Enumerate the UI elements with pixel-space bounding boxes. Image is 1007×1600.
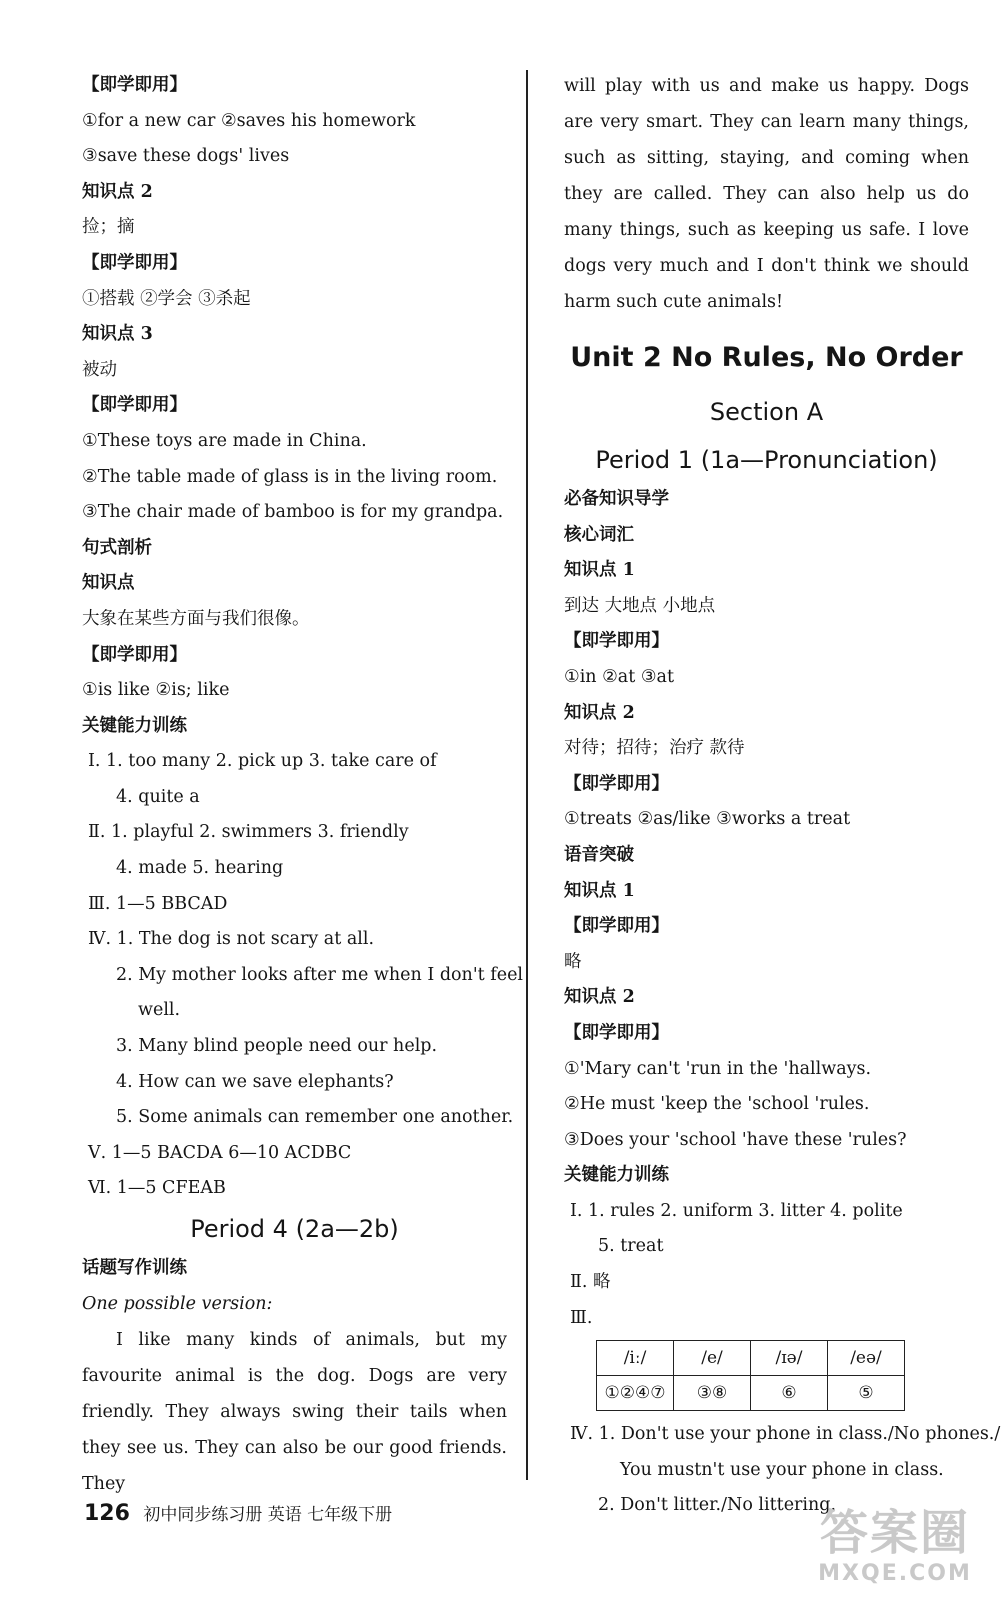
answer-line: You mustn't use your phone in class.	[620, 1459, 944, 1480]
unit-title: Unit 2 No Rules, No Order	[570, 342, 963, 373]
answer-line: ①for a new car ②saves his homework	[82, 110, 416, 131]
answer-line: 【即学即用】	[564, 1022, 669, 1043]
right-answer-lines	[564, 482, 969, 1336]
watermark-text-cn: 答案圈	[819, 1505, 970, 1561]
writing-heading: 话题写作训练	[82, 1258, 187, 1278]
answer-line: 【即学即用】	[82, 395, 187, 416]
essay-part-2: will play with us and make us happy. Dogs are very smart. They can learn many things, such as sitting, staying, and coming when they are called. They can also help us do many things, such as keeping us safe. I love dogs very much and I don't think we should harm such cute animals!	[564, 76, 969, 312]
page-number: 126	[84, 1501, 130, 1526]
answer-line: ③save these dogs' lives	[82, 146, 290, 167]
answer-line: Ⅵ. 1—5 CFEAB	[88, 1178, 226, 1199]
answer-line: 核心词汇	[564, 524, 634, 545]
answer-line: 知识点	[82, 573, 135, 594]
answer-line: 5. treat	[598, 1236, 664, 1257]
essay-part-1: I like many kinds of animals, but my favourite animal is the dog. Dogs are very friendly. They always swing their tails when they see us. They can also be our good friends. They	[82, 1330, 507, 1495]
watermark-logo	[805, 1505, 985, 1597]
left-answer-lines	[82, 68, 524, 1207]
column-divider	[526, 70, 528, 1480]
phonetic-symbol-cell: /eə/	[828, 1341, 905, 1376]
answer-line: ③The chair made of bamboo is for my grandpa.	[82, 502, 504, 523]
answer-line: 略	[564, 951, 582, 972]
answer-line: Ⅳ. 1. Don't use your phone in class./No phones./	[570, 1424, 1001, 1445]
phonetic-answer-cell: ①②④⑦	[597, 1376, 674, 1411]
answer-line: ③Does your 'school 'have these 'rules?	[564, 1129, 907, 1150]
answer-line: ①搭载 ②学会 ③杀起	[82, 288, 251, 309]
phonetic-symbol-cell: /iː/	[597, 1341, 674, 1376]
answer-line: ①is like ②is; like	[82, 680, 230, 701]
answer-line: 知识点 1	[564, 560, 635, 581]
answer-line: 关键能力训练	[82, 715, 187, 736]
answer-line: 【即学即用】	[564, 916, 669, 937]
phonetic-answer-cell: ⑤	[828, 1376, 905, 1411]
left-column	[82, 68, 524, 1502]
answer-line: 4. made 5. hearing	[116, 858, 284, 879]
answer-line: 4. How can we save elephants?	[116, 1071, 394, 1092]
answer-line: 【即学即用】	[82, 75, 187, 95]
phonetic-table-header-row	[597, 1341, 905, 1376]
answer-line: ②He must 'keep the 'school 'rules.	[564, 1094, 870, 1115]
answer-line: ①treats ②as/like ③works a treat	[564, 809, 851, 830]
answer-line: Ⅰ. 1. too many 2. pick up 3. take care of	[88, 751, 437, 772]
answer-line: 语音突破	[564, 844, 634, 865]
answer-line: 被动	[82, 359, 117, 380]
section-title: Section A	[709, 398, 824, 426]
answer-line: Ⅱ. 1. playful 2. swimmers 3. friendly	[88, 822, 409, 843]
page-footer	[84, 1500, 392, 1526]
answer-line: 2. Don't litter./No littering.	[598, 1495, 837, 1516]
answer-line: 对待；招待；治疗 款待	[564, 738, 745, 759]
right-column	[564, 68, 1001, 1524]
answer-line: 到达 大地点 小地点	[564, 595, 716, 616]
answer-line: Ⅴ. 1—5 BACDA 6—10 ACDBC	[88, 1142, 352, 1163]
answer-line: 【即学即用】	[564, 631, 669, 652]
phonetic-symbol-cell: /e/	[674, 1341, 751, 1376]
answer-line: ①'Mary can't 'run in the 'hallways.	[564, 1058, 872, 1079]
answer-line: 知识点 2	[564, 702, 635, 723]
phonetic-answer-cell: ⑥	[751, 1376, 828, 1411]
answer-line: 4. quite a	[116, 786, 200, 807]
answer-line: 句式剖析	[82, 537, 152, 558]
answer-line: 知识点 2	[564, 987, 635, 1008]
answer-line: 知识点 2	[82, 181, 153, 202]
answer-line: Ⅰ. 1. rules 2. uniform 3. litter 4. polite	[570, 1200, 903, 1221]
answer-line: well.	[138, 1000, 181, 1021]
phonetic-answer-cell: ③⑧	[674, 1376, 751, 1411]
answer-line: Ⅲ. 1—5 BBCAD	[88, 893, 228, 914]
answer-line: 5. Some animals can remember one another.	[116, 1107, 514, 1128]
answer-line: 【即学即用】	[82, 252, 187, 273]
answer-line: 【即学即用】	[82, 644, 187, 665]
possible-version-label: One possible version:	[82, 1293, 273, 1314]
phonetic-symbol-cell: /ɪə/	[751, 1341, 828, 1376]
answer-line: ①in ②at ③at	[564, 666, 674, 687]
answer-line: 3. Many blind people need our help.	[116, 1036, 438, 1057]
answer-line: 2. My mother looks after me when I don't feel	[116, 964, 524, 985]
book-title: 初中同步练习册 英语 七年级下册	[143, 1505, 393, 1525]
answer-line: 关键能力训练	[564, 1165, 669, 1186]
answer-line: Ⅱ. 略	[570, 1272, 611, 1293]
answer-line: 【即学即用】	[564, 773, 669, 794]
answer-line: Ⅳ. 1. The dog is not scary at all.	[88, 929, 375, 950]
phonetic-table	[596, 1340, 905, 1411]
phonetic-table-answer-row	[597, 1376, 905, 1411]
answer-line: ①These toys are made in China.	[82, 430, 367, 451]
answer-line: 必备知识导学	[564, 489, 669, 509]
period-4-heading: Period 4 (2a—2b)	[190, 1215, 399, 1243]
answer-line: ②The table made of glass is in the living room.	[82, 466, 498, 487]
answer-line: 知识点 1	[564, 880, 635, 901]
answer-line: 大象在某些方面与我们很像。	[82, 608, 310, 629]
watermark-text-en: MXQE.COM	[818, 1561, 972, 1586]
answer-line: Ⅲ.	[570, 1307, 593, 1328]
answer-line: 知识点 3	[82, 324, 153, 345]
period-1-heading: Period 1 (1a—Pronunciation)	[595, 446, 938, 474]
answer-line: 捡；摘	[82, 217, 135, 238]
